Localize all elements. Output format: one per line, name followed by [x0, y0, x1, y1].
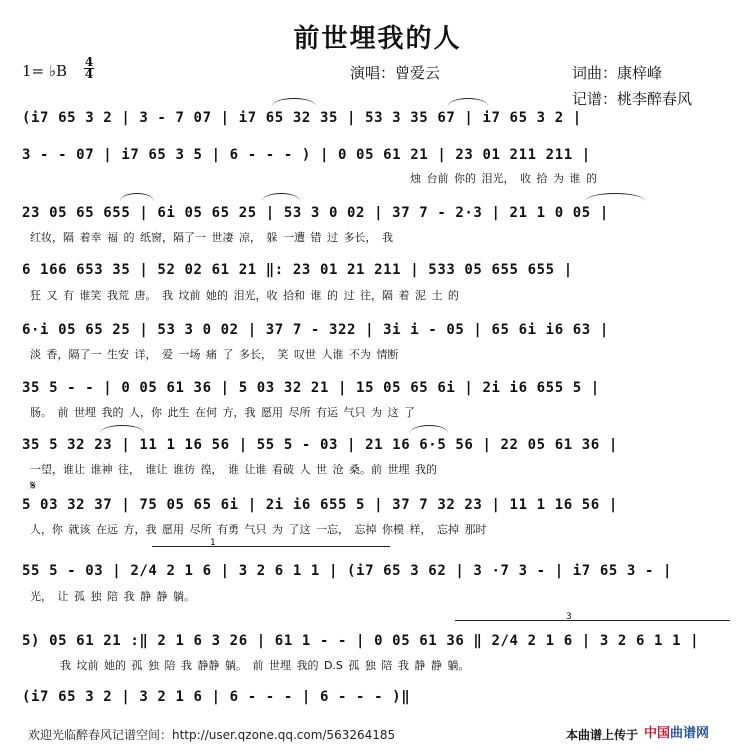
site-logo [644, 722, 709, 741]
time-signature-bottom: 4 [84, 67, 94, 81]
upload-note: 本曲谱上传于 [566, 728, 639, 742]
time-signature-top: 4 [84, 55, 94, 69]
logo-text-blue: 曲谱网 [670, 726, 710, 741]
score-row-notes: 3 - - 07 | i7 65 3 5 | 6 - - - ) | 0 05 61 21 | 23 01 211 211 | [22, 147, 591, 163]
composer-credit: 词曲：康梓峰 [572, 64, 663, 82]
score-row-lyrics: 光， 让 孤 独 陪 我 静 静 躺。 [30, 590, 195, 603]
score-row-notes: 35 5 - - | 0 05 61 36 | 5 03 32 21 | 15 05 65 6i | 2i i6 655 5 | [22, 380, 600, 396]
notator-credit: 记谱：桃李醉春风 [572, 90, 693, 108]
volta-bracket [455, 620, 730, 621]
slur-mark [585, 193, 645, 201]
score-row-lyrics: 烛 台前 你的 泪光， 收 拾 为 谁 的 [410, 172, 597, 185]
slur-mark [262, 193, 300, 201]
volta-bracket [152, 546, 390, 547]
score-row-notes: (i7 65 3 2 | 3 2 1 6 | 6 - - - | 6 - - - )‖ [22, 689, 411, 705]
score-row-notes: 23 05 65 655 | 6i 05 65 25 | 53 3 0 02 | 37 7 - 2·3 | 21 1 0 05 | [22, 205, 609, 221]
segno-sign: 𝄋 [30, 478, 37, 494]
logo-text-red: 中国 [644, 726, 671, 741]
score-row-notes: 5) 05 61 21 :‖ 2 1 6 3 26 | 61 1 - - | 0 05 61 36 ‖ 2/4 2 1 6 | 3 2 6 1 1 | [22, 633, 700, 649]
slur-mark [120, 193, 154, 201]
slur-mark [100, 425, 144, 433]
score-row-notes: 5 03 32 37 | 75 05 65 6i | 2i i6 655 5 | 37 7 32 23 | 11 1 16 56 | [22, 497, 618, 513]
song-title: 前世埋我的人 [293, 24, 462, 54]
score-row-notes: 6·i 05 65 25 | 53 3 0 02 | 37 7 - 322 | 3i i - 05 | 65 6i i6 63 | [22, 322, 609, 338]
key-signature: 1= ♭B [22, 62, 67, 80]
score-row-lyrics: 一望，谁让 谁神 往， 谁让 谁彷 徨， 谁 让谁 看破 人 世 沧 桑。前 世埋 我的 [30, 463, 437, 476]
score-row-notes: (i7 65 3 2 | 3 - 7 07 | i7 65 32 35 | 53 3 35 67 | i7 65 3 2 | [22, 110, 582, 126]
volta-number: 3 [566, 612, 572, 622]
score-row-lyrics: 狂 又 有 谁笑 我荒 唐。 我 坟前 她的 泪光，收 拾和 谁 的 过 往，隔 着 泥 土 的 [30, 289, 459, 302]
slur-mark [410, 425, 448, 433]
singer-credit: 演唱：曾爱云 [350, 64, 441, 82]
score-row-notes: 6 166 653 35 | 52 02 61 21 ‖: 23 01 21 211 | 533 05 655 655 | [22, 262, 573, 278]
score-row-lyrics: 我 坟前 她的 孤 独 陪 我 静静 躺。 前 世埋 我的 D.S 孤 独 陪 我 静 静 躺。 [60, 659, 470, 672]
time-signature [84, 57, 94, 80]
volta-number: 1 [210, 538, 216, 548]
slur-mark [272, 98, 316, 106]
score-row-lyrics: 淡 香，隔了一 生安 详， 爱 一场 痛 了 多长， 笑 叹世 人谁 不为 情断 [30, 348, 399, 361]
score-row-lyrics: 人，你 就该 在远 方，我 愿用 尽所 有勇 气只 为 了这 一忘， 忘掉 你模 样， 忘掉 那时 [30, 523, 487, 536]
footer-welcome: 欢迎光临醉春风记谱空间：http://user.qzone.qq.com/563264185 [28, 728, 396, 742]
score-row-lyrics: 红妆，隔 着幸 福 的 纸窗，隔了一 世凄 凉， 躲 一遭 错 过 多长， 我 [30, 231, 393, 244]
score-row-lyrics: 肠。 前 世埋 我的 人，你 此生 在何 方，我 愿用 尽所 有运 气只 为 这 了 [30, 406, 415, 419]
score-row-notes: 55 5 - 03 | 2/4 2 1 6 | 3 2 6 1 1 | (i7 65 3 62 | 3 ·7 3 - | i7 65 3 - | [22, 563, 673, 579]
score-row-notes: 35 5 32 23 | 11 1 16 56 | 55 5 - 03 | 21 16 6·5 56 | 22 05 61 36 | [22, 437, 618, 453]
slur-mark [448, 98, 488, 106]
